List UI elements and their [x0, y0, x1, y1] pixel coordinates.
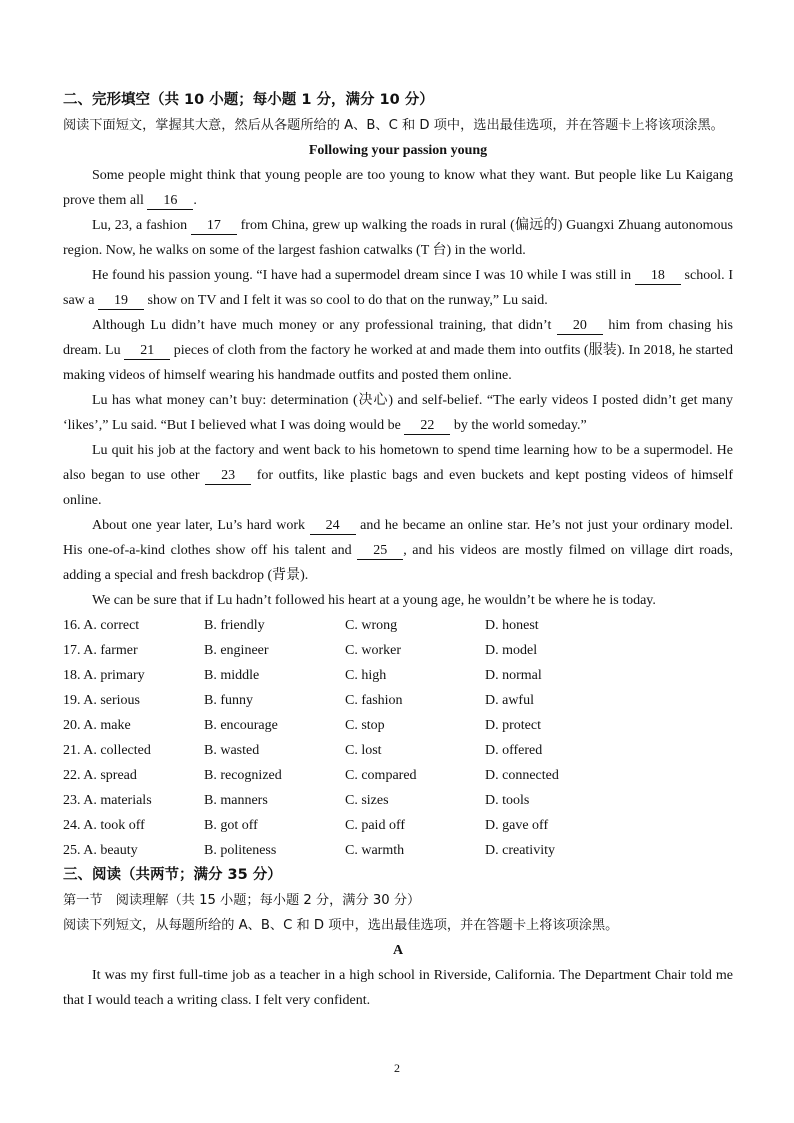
option-d: D. awful [485, 693, 534, 708]
option-a: 22. A. spread [63, 768, 137, 783]
article-paragraph [63, 263, 733, 313]
option-c: C. fashion [345, 693, 403, 708]
option-a: 17. A. farmer [63, 643, 138, 658]
option-b: B. recognized [204, 768, 282, 783]
option-d: D. gave off [485, 818, 549, 833]
article-paragraph [63, 388, 733, 438]
text-run: from China, grew up walking the roads in rural (偏远的) Guangxi Zhuang autonomous region. Now, he walks on some of the largest fashion catwalks (T 台) in the world. [63, 218, 733, 258]
option-a: 25. A. beauty [63, 843, 138, 858]
passage-paragraph: It was my first full-time job as a teacher in a high school in Riverside, California. The Department Chair told me that I would teach a writing class. I felt very confident. [63, 968, 733, 1008]
text-run: pieces of cloth from the factory he worked at and made them into outfits (服装). In 2018, he started making videos of himself wearing his handmade outfits and posted them online. [63, 343, 734, 383]
option-d: D. model [485, 643, 538, 658]
text-run: Some people might think that young people are too young to know what they want. But people like Lu Kaigang prove them all [63, 168, 733, 208]
option-d: D. creativity [485, 843, 555, 858]
text-run: show on TV and I felt it was so cool to do that on the runway,” Lu said. [144, 293, 548, 308]
text-run: , and his videos are mostly filmed on village dirt roads, adding a special and fresh backdrop (背景). [63, 543, 733, 583]
option-c: C. lost [345, 743, 382, 758]
options-list [63, 613, 733, 863]
blank-23: 23 [205, 468, 251, 485]
text-run: . [193, 193, 197, 208]
page-number: 2 [394, 1061, 400, 1075]
text-run: Lu has what money can’t buy: determination (决心) and self-belief. “The early videos I posted didn’t get many ‘likes’,” Lu said. “But I believed what I was doing would be [63, 393, 733, 433]
option-b: B. wasted [204, 743, 260, 758]
option-a: 19. A. serious [63, 693, 140, 708]
option-a: 24. A. took off [63, 818, 145, 833]
blank-19: 19 [98, 293, 144, 310]
text-run: He found his passion young. “I have had a supermodel dream since I was 10 while I was still in [92, 268, 635, 283]
article-paragraph [63, 163, 733, 213]
text-run: Although Lu didn’t have much money or any professional training, that didn’t [92, 318, 557, 333]
section2-title: 二、完形填空（共 10 小题；每小题 1 分，满分 10 分） [63, 92, 434, 108]
text-run: school. I saw a [63, 268, 733, 308]
section3-instructions: 阅读下列短文，从每题所给的 A、B、C 和 D 项中，选出最佳选项，并在答题卡上将该项涂黑。 [63, 918, 619, 933]
text-run: him from chasing his dream. Lu [63, 318, 733, 358]
option-row-19 [63, 688, 733, 713]
section2-instructions: 阅读下面短文，掌握其大意，然后从各题所给的 A、B、C 和 D 项中，选出最佳选项，并在答题卡上将该项涂黑。 [63, 118, 724, 133]
option-b: B. politeness [204, 843, 277, 858]
blank-24: 24 [310, 518, 356, 535]
option-c: C. warmth [345, 843, 405, 858]
option-c: C. worker [345, 643, 401, 658]
text-run: Lu, 23, a fashion [92, 218, 191, 233]
option-a: 16. A. correct [63, 618, 140, 633]
section3-title: 三、阅读（共两节；满分 35 分） [63, 867, 282, 883]
exam-page [63, 88, 733, 1013]
blank-20: 20 [557, 318, 603, 335]
option-c: C. paid off [345, 818, 406, 833]
option-d: D. honest [485, 618, 539, 633]
article-paragraph [63, 438, 733, 513]
option-c: C. compared [345, 768, 417, 783]
blank-17: 17 [191, 218, 237, 235]
option-d: D. normal [485, 668, 542, 683]
option-c: C. stop [345, 718, 385, 733]
option-b: B. engineer [204, 643, 269, 658]
option-row-17 [63, 638, 733, 663]
blank-22: 22 [404, 418, 450, 435]
article-paragraph: We can be sure that if Lu hadn’t followed his heart at a young age, he wouldn’t be where he is today. [92, 593, 656, 608]
option-a: 20. A. make [63, 718, 131, 733]
option-d: D. connected [485, 768, 559, 783]
option-d: D. tools [485, 793, 530, 808]
article-paragraph [63, 313, 733, 388]
section3-part1-title: 第一节 阅读理解（共 15 小题；每小题 2 分，满分 30 分） [63, 893, 421, 908]
option-row-22 [63, 763, 733, 788]
option-a: 21. A. collected [63, 743, 151, 758]
option-b: B. encourage [204, 718, 278, 733]
option-b: B. manners [204, 793, 268, 808]
option-b: B. middle [204, 668, 260, 683]
option-row-20 [63, 713, 733, 738]
option-row-25 [63, 838, 733, 863]
text-run: for outfits, like plastic bags and even buckets and kept posting videos of himself online. [63, 468, 733, 508]
blank-16: 16 [147, 193, 193, 210]
text-run: About one year later, Lu’s hard work [92, 518, 310, 533]
blank-18: 18 [635, 268, 681, 285]
option-b: B. got off [204, 818, 258, 833]
option-b: B. funny [204, 693, 253, 708]
text-run: by the world someday.” [450, 418, 587, 433]
option-b: B. friendly [204, 618, 265, 633]
text-run: Lu quit his job at the factory and went back to his hometown to spend time learning how to be a supermodel. He also began to use other [63, 443, 733, 483]
text-run: and he became an online star. He’s not just your ordinary model. His one-of-a-kind clothes show off his talent and [63, 518, 733, 558]
option-row-18 [63, 663, 733, 688]
option-row-23 [63, 788, 733, 813]
passage-label: A [392, 943, 404, 958]
option-row-16 [63, 613, 733, 638]
option-c: C. high [345, 668, 387, 683]
blank-25: 25 [357, 543, 403, 560]
option-a: 23. A. materials [63, 793, 152, 808]
article-paragraph [63, 213, 733, 263]
option-row-24 [63, 813, 733, 838]
option-a: 18. A. primary [63, 668, 145, 683]
option-row-21 [63, 738, 733, 763]
option-c: C. sizes [345, 793, 389, 808]
option-c: C. wrong [345, 618, 398, 633]
article-paragraph [63, 513, 733, 588]
option-d: D. protect [485, 718, 541, 733]
article-title: Following your passion young [308, 143, 488, 158]
option-d: D. offered [485, 743, 543, 758]
blank-21: 21 [124, 343, 170, 360]
